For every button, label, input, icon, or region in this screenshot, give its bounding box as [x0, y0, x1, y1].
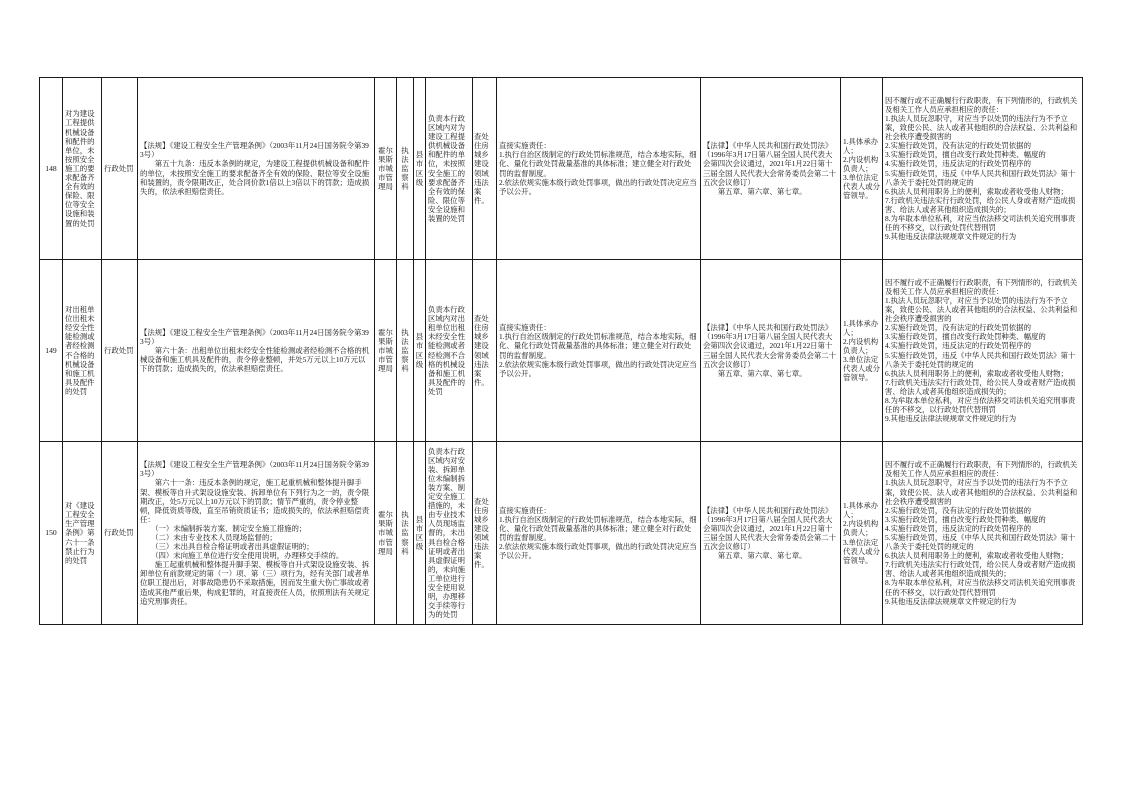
duty-description: 查处住房城乡建设领域违法案件。: [474, 132, 489, 205]
responsibility-scope: 负责本行政区域内对为建设工程提供机械设备和配件的单位，未按照安全施工的要求配备齐全有效的保险、限位等安全设施和装置的处罚: [428, 113, 465, 223]
responsibility-items: 直接实施责任： 1.执行自治区级制定的行政处罚标准规范，结合本地实际，细化、量化行政处罚裁量基准的具体标准；建立健全对行政处罚的监督制度。 2.依法依规实施本级行政处罚事项，做出的行政处罚决定应当予以公开。: [499, 505, 697, 561]
accountability-basis: 【法律】《中华人民共和国行政处罚法》（1996年3月17日第八届全国人民代表大会第四次会议通过，2021年1月22日第十三届全国人民代表大会常务委员会第二十五次会议修订） 第五章、第六章、第七章。: [703, 505, 837, 561]
duty-description: 查处住房城乡建设领域违法案件。: [474, 496, 489, 570]
responsibility-scope: 负责本行政区域内对出租单位出租未经安全性能检测或者经检测不合格的机械设备和施工机具及配件的处罚: [428, 305, 465, 396]
item-number: 150: [45, 528, 57, 538]
legal-basis: 【法规】《建设工程安全生产管理条例》（2003年11月24日国务院令第393号） 第五十九条：违反本条例的规定，为建设工程提供机械设备和配件的单位，未按照安全施工的要求配备齐全有效的保险、限位等安全设施和装置的，责令限期改正，处合同价款1倍以上3倍以下的罚款；造成损失的，依法承担赔偿责任。: [140, 141, 370, 196]
accountability-situations: 因不履行或不正确履行行政职责，有下列情形的，行政机关及相关工作人员应承担相应的责任： 1.执法人员玩忽职守，对应当予以处罚的违法行为不予立案，致使公民、法人或者其他组织的合法权益、公共利益和社会秩序遭受损害的 2.实施行政处罚，没有法定的行政处罚依据的 3.实施行政处罚，擅自改变行政处罚种类、幅度的 4.实施行政处罚，违反法定的行政处罚程序的 5.实施行政处罚，违反《中华人民共和国行政处罚法》第十八条关于委托处罚的规定的 6.执法人员利用职务上的便利，索取或者收受他人财物； 7.行政机关违法实行行政处罚，给公民人身或者财产造成损害、给法人或者其他组织造成损失的； 8.为牟取本单位私利，对应当依法移交司法机关追究刑事责任的不移交，以行政处罚代替刑罚 9.其他违反法律法规规章文件规定的行为: [885, 277, 1078, 424]
accountability-basis: 【法律】《中华人民共和国行政处罚法》（1996年3月17日第八届全国人民代表大会第四次会议通过，2021年1月22日第十三届全国人民代表大会常务委员会第二十五次会议修订） 第五章、第六章、第七章。: [703, 323, 837, 378]
responsible-subjects: 1.具体承办人； 2.内设机构负责人； 3.单位法定代表人或分管领导。: [843, 501, 880, 565]
administrative-level: 县市区级: [415, 150, 424, 187]
implementing-department: 执法监察科: [401, 145, 409, 192]
implementing-department: 执法监察科: [401, 327, 409, 374]
implementing-agency: 霍尔果斯市城市管理局: [378, 327, 393, 374]
item-category: 行政处罚: [104, 528, 134, 538]
implementing-agency: 霍尔果斯市城市管理局: [378, 510, 393, 556]
legal-basis: 【法规】《建设工程安全生产管理条例》（2003年11月24日国务院令第393号） 第六十一条：违反本条例的规定，施工起重机械和整体提升脚手架、模板等自升式架设设施安装、拆卸单位有下列行为之一的，责令限期改正，处5万元以上10万元以下的罚款；情节严重的，责令停业整顿，降低资质等级，直至吊销资质证书；造成损失的，依法承担赔偿责任： （一）未编制拆装方案、制定安全施工措施的； （二）未由专业技术人员现场监督的； （三）未出具自检合格证明或者出具虚假证明的； （四）未向施工单位进行安全使用说明，办理移交手续的。 施工起重机械和整体提升脚手架、模板等自升式架设设施安装、拆卸单位有前款规定的第（一）项、第（三）项行为，经有关部门或者单位职工提出后，对事故隐患仍不采取措施，因而发生重大伤亡事故或者造成其他严重后果，构成犯罪的，对直接责任人员，依照刑法有关规定追究刑事责任。: [140, 460, 370, 606]
implementing-department: 执法监察科: [401, 510, 409, 556]
responsibility-items: 直接实施责任： 1.执行自治区级制定的行政处罚标准规范，结合本地实际，细化、量化行政处罚裁量基准的具体标准；建立健全对行政处罚的监督制度。 2.依法依规实施本级行政处罚事项，做出的行政处罚决定应当予以公开。: [499, 141, 697, 196]
responsible-subjects: 1.具体承办人； 2.内设机构负责人； 3.单位法定代表人或分管领导。: [843, 318, 880, 383]
responsibility-scope: 负责本行政区域内对安装、拆卸单位未编制拆装方案、制定安全施工措施的，未由专业技术人员现场监督的，未出具自检合格证明或者出具虚假证明的，未向施工单位进行安全使用说明，办理移交手续等行为的处罚: [428, 446, 465, 620]
administrative-level: 县市区级: [415, 514, 424, 552]
legal-basis: 【法规】《建设工程安全生产管理条例》（2003年11月24日国务院令第393号） 第六十条：出租单位出租未经安全性能检测或者经检测不合格的机械设备和施工机具及配件的，责令停业整顿，并处5万元以上10万元以下的罚款；造成损失的，依法承担赔偿责任。: [140, 327, 370, 374]
table-row: [40, 78, 1083, 260]
accountability-situations: 因不履行或不正确履行行政职责，有下列情形的，行政机关及相关工作人员应承担相应的责任： 1.执法人员玩忽职守，对应当予以处罚的违法行为不予立案，致使公民、法人或者其他组织的合法权益、公共利益和社会秩序遭受损害的 2.实施行政处罚，没有法定的行政处罚依据的 3.实施行政处罚，擅自改变行政处罚种类、幅度的 4.实施行政处罚，违反法定的行政处罚程序的 5.实施行政处罚，违反《中华人民共和国行政处罚法》第十八条关于委托处罚的规定的 6.执法人员利用职务上的便利，索取或者收受他人财物； 7.行政机关违法实行行政处罚，给公民人身或者财产造成损害、给法人或者其他组织造成损失的； 8.为牟取本单位私利，对应当依法移交司法机关追究刑事责任的不移交，以行政处罚代替刑罚 9.其他违反法律法规规章文件规定的行为: [885, 460, 1078, 606]
table-row: [40, 260, 1083, 442]
duty-description: 查处住房城乡建设领域违法案件。: [474, 314, 489, 387]
administrative-level: 县市区级: [415, 332, 424, 369]
item-category: 行政处罚: [104, 345, 134, 355]
responsibility-items: 直接实施责任： 1.执行自治区级制定的行政处罚标准规范，结合本地实际，细化、量化行政处罚裁量基准的具体标准；建立健全对行政处罚的监督制度。 2.依法依规实施本级行政处罚事项，做出的行政处罚决定应当予以公开。: [499, 323, 697, 378]
item-number: 149: [45, 345, 57, 355]
table-row: [40, 442, 1083, 625]
implementing-agency: 霍尔果斯市城市管理局: [378, 145, 393, 192]
accountability-situations: 因不履行或不正确履行行政职责，有下列情形的，行政机关及相关工作人员应承担相应的责任： 1.执法人员玩忽职守，对应当予以处罚的违法行为不予立案，致使公民、法人或者其他组织的合法权益、公共利益和社会秩序遭受损害的 2.实施行政处罚，没有法定的行政处罚依据的 3.实施行政处罚，擅自改变行政处罚种类、幅度的 4.实施行政处罚，违反法定的行政处罚程序的 5.实施行政处罚，违反《中华人民共和国行政处罚法》第十八条关于委托处罚的规定的 6.执法人员利用职务上的便利，索取或者收受他人财物； 7.行政机关违法实行行政处罚，给公民人身或者财产造成损害、给法人或者其他组织造成损失的； 8.为牟取本单位私利，对应当依法移交司法机关追究刑事责任的不移交，以行政处罚代替刑罚 9.其他违反法律法规规章文件规定的行为: [885, 95, 1078, 242]
item-category: 行政处罚: [104, 163, 134, 173]
responsible-subjects: 1.具体承办人； 2.内设机构负责人； 3.单位法定代表人或分管领导。: [843, 136, 880, 201]
item-name: 对《建设工程安全生产管理条例》第六十一条禁止行为的处罚: [65, 501, 95, 565]
administrative-penalty-table: [39, 77, 1083, 625]
item-name: 对为建设工程提供机械设备和配件的单位，未按照安全施工的要求配备齐全有效的保险、限位等安全设施和装置的处罚: [65, 109, 95, 228]
accountability-basis: 【法律】《中华人民共和国行政处罚法》（1996年3月17日第八届全国人民代表大会第四次会议通过，2021年1月22日第十三届全国人民代表大会常务委员会第二十五次会议修订） 第五章、第六章、第七章。: [703, 141, 837, 196]
item-name: 对出租单位出租未经安全性能检测或者经检测不合格的机械设备和施工机具及配件的处罚: [65, 305, 95, 396]
item-number: 148: [45, 163, 57, 173]
